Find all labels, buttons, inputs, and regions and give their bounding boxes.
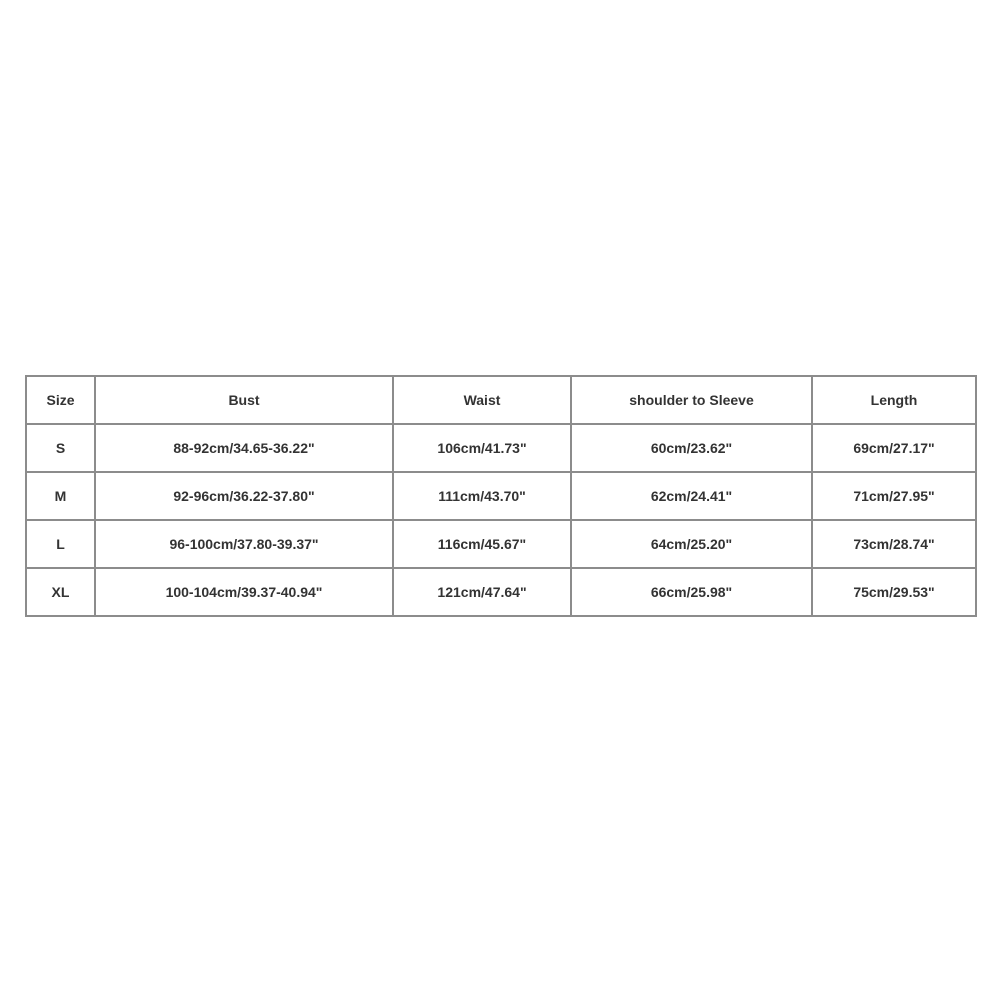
cell-size: L bbox=[26, 520, 95, 568]
cell-shoulder-to-sleeve: 60cm/23.62" bbox=[571, 424, 812, 472]
cell-length: 75cm/29.53" bbox=[812, 568, 976, 616]
cell-waist: 121cm/47.64" bbox=[393, 568, 571, 616]
cell-length: 71cm/27.95" bbox=[812, 472, 976, 520]
cell-bust: 96-100cm/37.80-39.37" bbox=[95, 520, 393, 568]
cell-waist: 111cm/43.70" bbox=[393, 472, 571, 520]
size-chart-table bbox=[25, 375, 977, 617]
cell-size: S bbox=[26, 424, 95, 472]
cell-bust: 100-104cm/39.37-40.94" bbox=[95, 568, 393, 616]
cell-bust: 92-96cm/36.22-37.80" bbox=[95, 472, 393, 520]
table-row bbox=[26, 568, 976, 616]
cell-size: M bbox=[26, 472, 95, 520]
cell-shoulder-to-sleeve: 64cm/25.20" bbox=[571, 520, 812, 568]
header-size: Size bbox=[26, 376, 95, 424]
cell-waist: 116cm/45.67" bbox=[393, 520, 571, 568]
cell-bust: 88-92cm/34.65-36.22" bbox=[95, 424, 393, 472]
header-length: Length bbox=[812, 376, 976, 424]
cell-shoulder-to-sleeve: 66cm/25.98" bbox=[571, 568, 812, 616]
table-row bbox=[26, 424, 976, 472]
header-row bbox=[26, 376, 976, 424]
cell-length: 69cm/27.17" bbox=[812, 424, 976, 472]
table-row bbox=[26, 520, 976, 568]
cell-waist: 106cm/41.73" bbox=[393, 424, 571, 472]
cell-shoulder-to-sleeve: 62cm/24.41" bbox=[571, 472, 812, 520]
table-row bbox=[26, 472, 976, 520]
cell-length: 73cm/28.74" bbox=[812, 520, 976, 568]
header-bust: Bust bbox=[95, 376, 393, 424]
header-waist: Waist bbox=[393, 376, 571, 424]
cell-size: XL bbox=[26, 568, 95, 616]
header-shoulder-to-sleeve: shoulder to Sleeve bbox=[571, 376, 812, 424]
